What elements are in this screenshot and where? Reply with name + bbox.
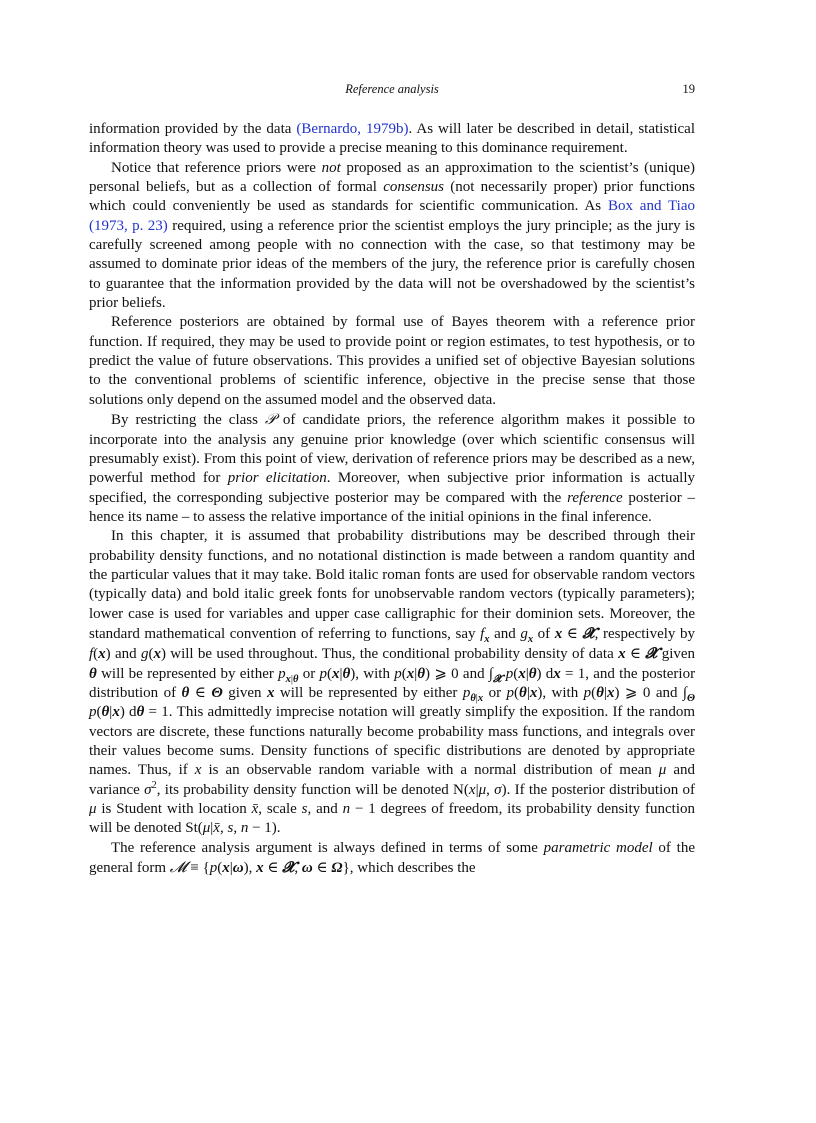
paragraph-3: Reference posteriors are obtained by formal use of Bayes theorem with a reference prior function. If required, they may be used to provide point or region estimates, to test hypothesis, or to predict the value of future observations. This provides a unified set of objective Bayesian solutions to the conventional problems of scientific inference, objective in the precise sense that those solutions only depend on the assumed model and the observed data. bbox=[89, 314, 695, 408]
body-text bbox=[89, 120, 695, 878]
page-number: 19 bbox=[682, 82, 695, 96]
citation-box-tiao-1973[interactable]: Box and Tiao (1973, p. 23) bbox=[89, 198, 695, 234]
paragraph-1: information provided by the data (Bernardo, 1979b). As will later be described in detail, statistical information theory was used to provide a precise meaning to this dominance requirement. bbox=[89, 121, 695, 157]
paragraph-4: By restricting the class 𝒫 of candidate priors, the reference algorithm makes it possible to incorporate into the analysis any genuine prior knowledge (over which scientific consensus will presumably exist). From this point of view, derivation of reference priors may be described as a new, powerful method for prior elicitation. Moreover, when subjective prior information is actually specified, the corresponding subjective posterior may be compared with the reference posterior – hence its name – to assess the relative importance of the initial opinions in the final inference. bbox=[89, 410, 695, 525]
running-header bbox=[89, 80, 695, 98]
citation-bernardo-1979b[interactable]: (Bernardo, 1979b) bbox=[296, 121, 409, 137]
paragraph-5: In this chapter, it is assumed that probability distributions may be described through their probability density functions, and no notational distinction is made between a random quantity and the particular values that it may take. Bold italic roman fonts are used for observable random vectors (typically data) and bold italic greek fonts for unobservable random vectors (typically parameters); lower case is used for variables and upper case calligraphic for their dominion sets. Moreover, the standard mathematical convention of referring to functions, say $f_x$ and $g_x$ of x ∈ 𝓧, respectively by f(x) and g(x) will be used throughout. Thus, the conditional probability density of data x ∈ 𝓧 given θ will be represented by either $p_{x|\theta}$ or p(x|θ), with p(x|θ) ⩾ 0 and $\int_𝓧$ p(x|θ) dx = 1, and the posterior distribution of θ ∈ Θ given x will be represented by either $p_{\theta|x}$ or p(θ|x), with p(θ|x) ⩾ 0 and $\int_\Theta$ p(θ|x) dθ = 1. This admittedly imprecise notation will greatly simplify the exposition. If the random vectors are discrete, these functions naturally become probability mass functions, and integrals over their values become sums. Density functions of specific distributions are denoted by appropriate names. Thus, if x is an observable random variable with a normal distribution of mean μ and variance $\sigma^2$, its probability density function will be denoted N(x|μ, σ). If the posterior distribution of μ is Student with location x̄, scale s, and n − 1 degrees of freedom, its probability density function will be denoted St(μ|x̄, s, n − 1). bbox=[89, 528, 696, 837]
running-title: Reference analysis bbox=[345, 82, 439, 96]
paragraph-2: Notice that reference priors were not proposed as an approximation to the scientist’s (unique) personal beliefs, but as a collection of formal consensus (not necessarily proper) prior functions which could conveniently be used as standards for scientific communication. As Box and Tiao (1973, p. 23) required, using a reference prior the scientist employs the jury principle; as the jury is carefully screened among people with no connection with the case, so that testimony may be assumed to dominate prior ideas of the members of the jury, the reference prior is carefully chosen to guarantee that the information provided by the data will not be overshadowed by the scientist’s prior beliefs. bbox=[89, 159, 695, 312]
paragraph-6: The reference analysis argument is always defined in terms of some parametric model of the general form 𝓜 ≡ {p(x|ω), x ∈ 𝓧, ω ∈ Ω}, which describes the bbox=[89, 839, 695, 877]
